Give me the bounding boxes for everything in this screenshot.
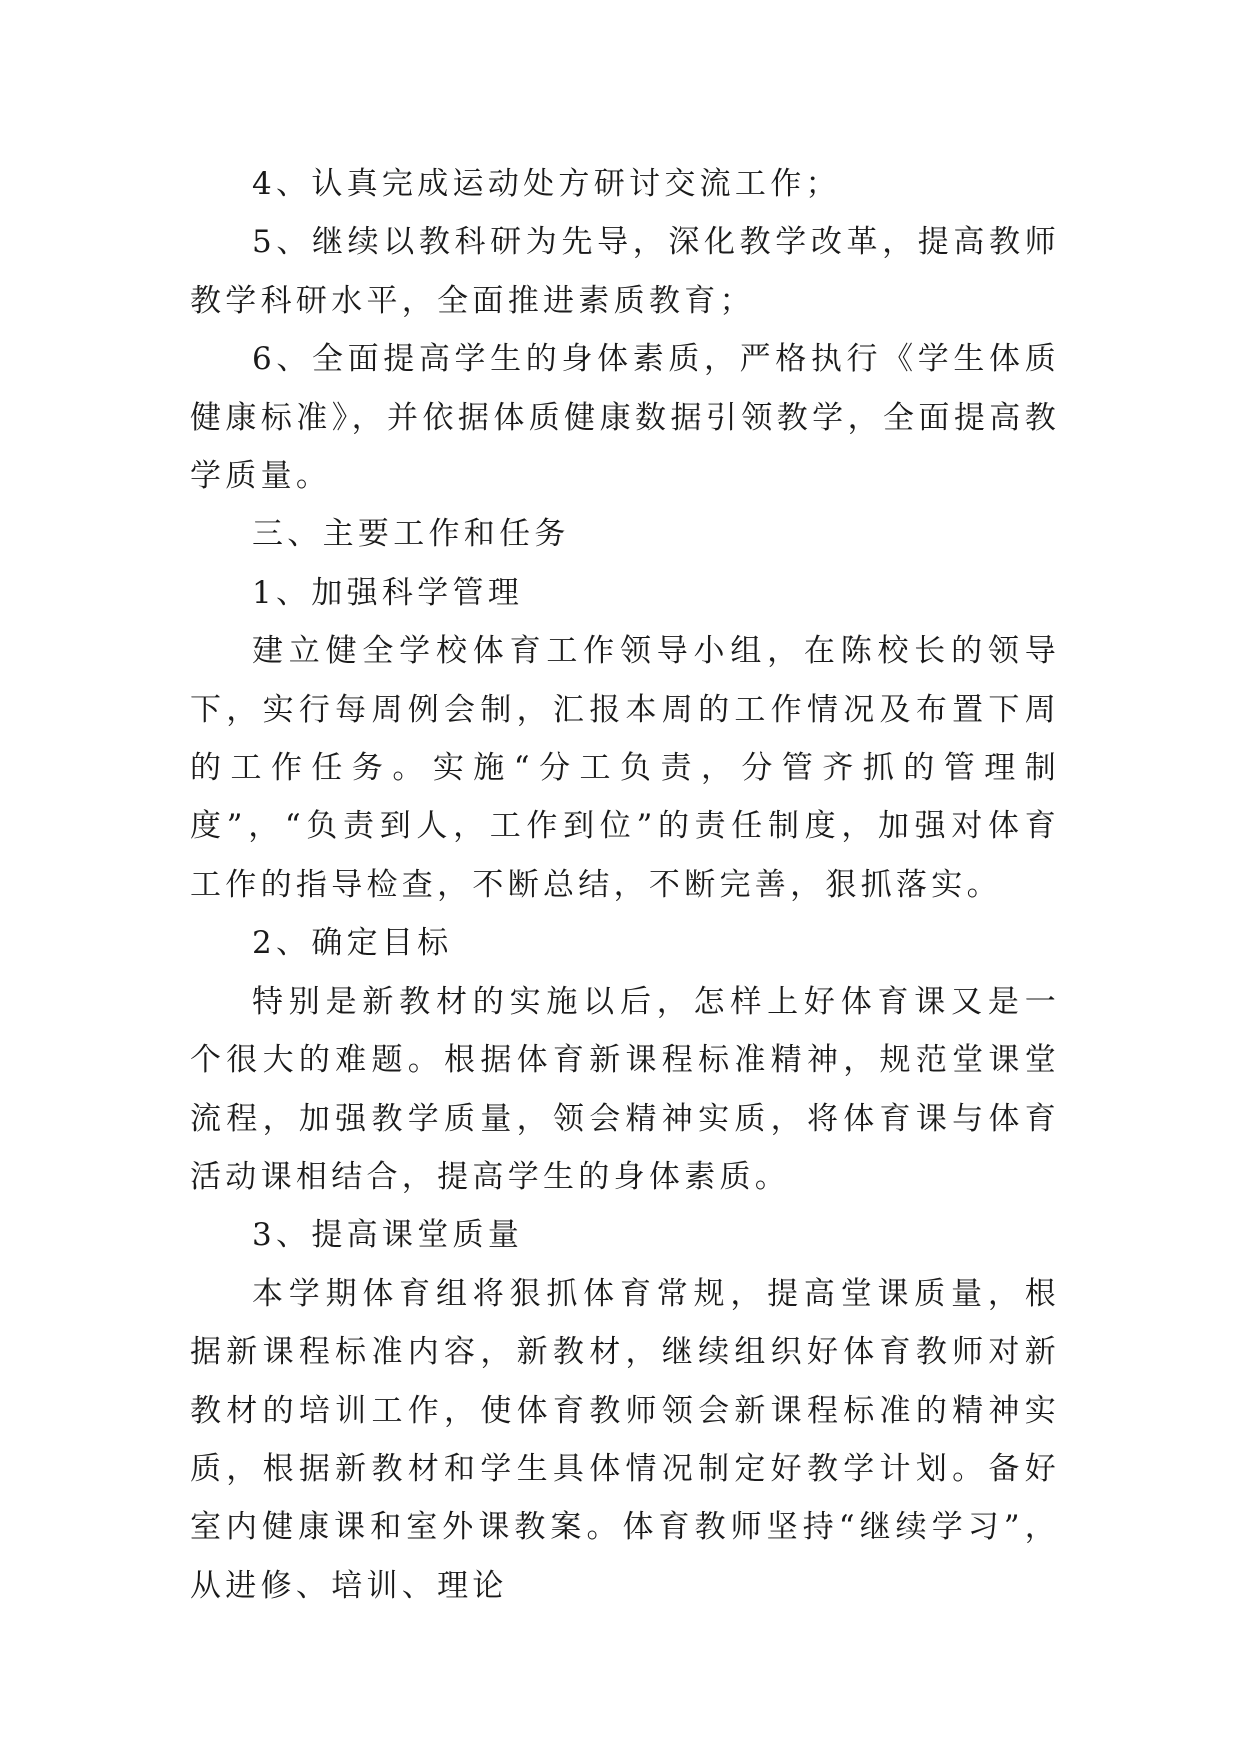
subheading-scientific-management: 1、加强科学管理 xyxy=(252,574,524,611)
subheading-set-goals: 2、确定目标 xyxy=(252,925,453,962)
subheading-classroom-quality: 3、提高课堂质量 xyxy=(252,1217,524,1254)
list-item-5-teaching-research: 5、继续以教科研为先导，深化教学改革，提高教师教学科研水平，全面推进素质教育； xyxy=(190,224,1060,319)
document-body xyxy=(190,155,1060,1615)
paragraph-classroom-quality: 本学期体育组将狠抓体育常规，提高堂课质量，根据新课程标准内容，新教材，继续组织好体育教师对新教材的培训工作，使体育教师领会新课程标准的精神实质，根据新教材和学生具体情况制定好教学计划。备好室内健康课和室外课教案。体育教师坚持“继续学习”，从进修、培训、理论 xyxy=(190,1275,1060,1604)
paragraph-management: 建立健全学校体育工作领导小组，在陈校长的领导下，实行每周例会制，汇报本周的工作情况及布置下周的工作任务。实施“分工负责，分管齐抓的管理制度”，“负责到人，工作到位”的责任制度，加强对体育工作的指导检查，不断总结，不断完善，狠抓落实。 xyxy=(190,633,1060,903)
list-item-6-physical-fitness: 6、全面提高学生的身体素质，严格执行《学生体质健康标准》，并依据体质健康数据引领教学，全面提高教学质量。 xyxy=(190,341,1060,495)
section-heading-main-tasks: 三、主要工作和任务 xyxy=(252,516,570,553)
list-item-4-running-prescription: 4、认真完成运动处方研讨交流工作； xyxy=(252,166,841,202)
paragraph-goals: 特别是新教材的实施以后，怎样上好体育课又是一个很大的难题。根据体育新课程标准精神，规范堂课堂流程，加强教学质量，领会精神实质，将体育课与体育活动课相结合，提高学生的身体素质。 xyxy=(190,983,1060,1195)
